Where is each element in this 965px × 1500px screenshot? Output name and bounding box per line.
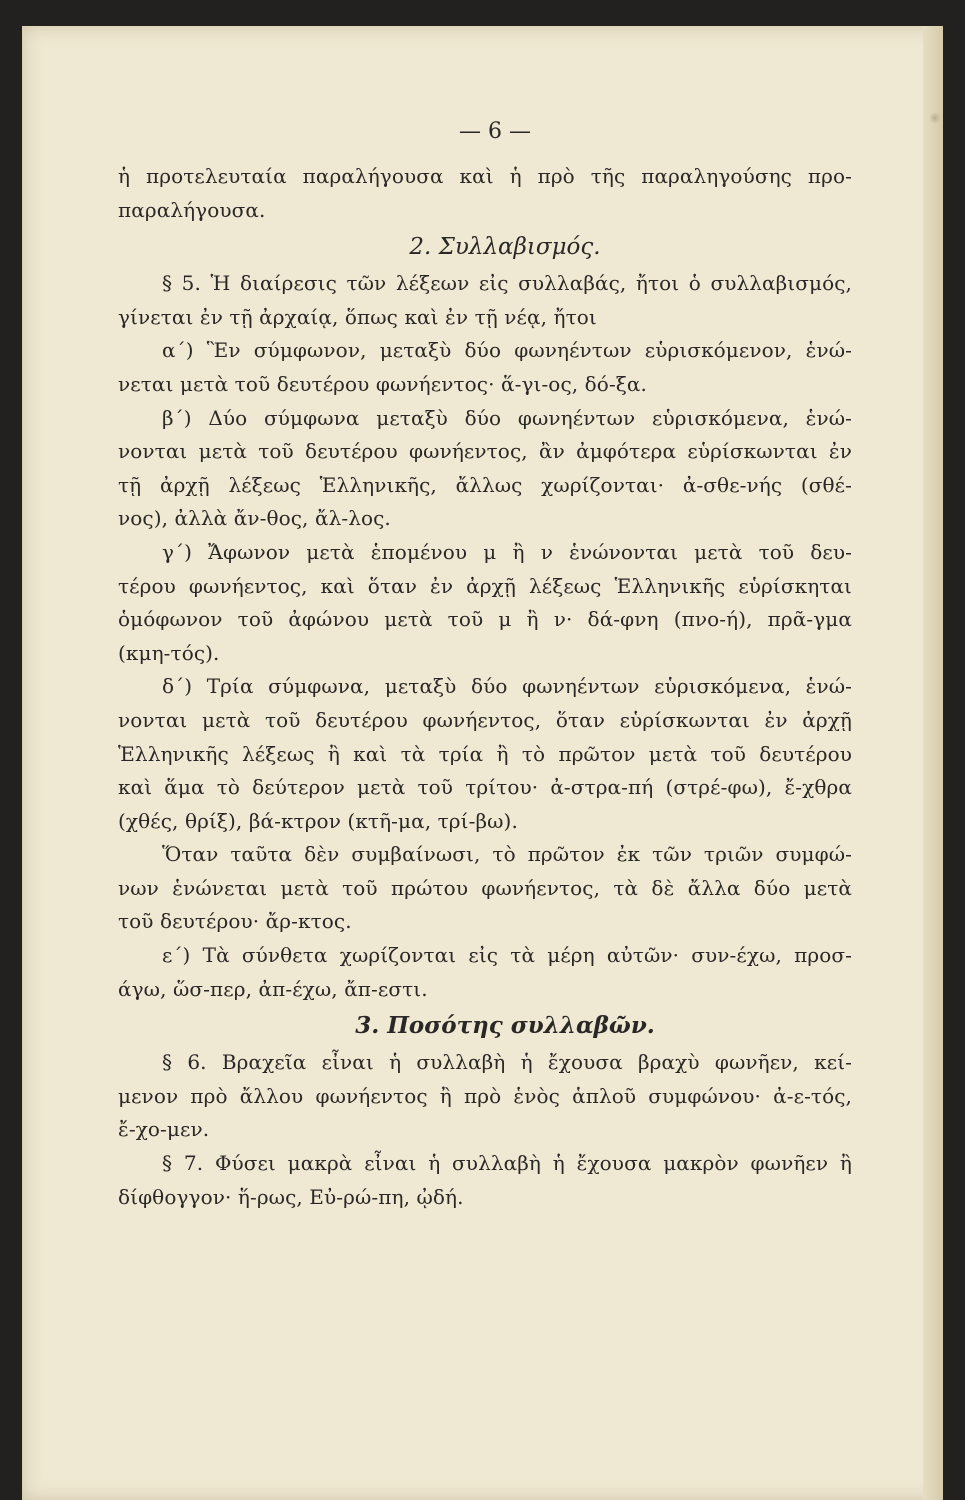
paragraph-first-line: § 6. Βραχεῖα εἶναι ἡ συλλαβὴ ἡ ἔχουσα βραχὺ φωνῆεν, κεί- [162,1050,852,1075]
paragraph-first-line: δ΄) Τρία σύμφωνα, μεταξὺ δύο φωνηέντων εὑρισκόμενα, ἑνώ- [162,674,852,699]
text-line: (κμη-τός). [118,640,220,665]
page-content [118,112,852,1214]
text-line: καὶ ἅμα τὸ δεύτερον μετὰ τοῦ τρίτου· ἀ-στρα-πή (στρέ-φω), ἔ-χθρα [118,775,852,800]
text-line: δίφθογγον· ἥ-ρως, Εὐ-ρώ-πη, ᾠδή. [118,1184,464,1209]
text-line: τῇ ἀρχῇ λέξεως Ἑλληνικῆς, ἄλλως χωρίζονται· ἀ-σθε-νής (σθέ- [118,472,852,497]
text-body [118,160,852,1214]
text-line: μενον πρὸ ἄλλου φωνήεντος ἢ πρὸ ἑνὸς ἁπλοῦ συμφώνου· ἀ-ε-τός, [118,1083,852,1108]
page-number: — 6 — [459,119,531,144]
paragraph-first-line: α΄) Ἓν σύμφωνον, μεταξὺ δύο φωνηέντων εὑρισκόμενον, ἑνώ- [162,338,852,363]
text-line: τοῦ δευτέρου· ἄρ-κτος. [118,909,352,934]
text-line: τέρου φωνήεντος, καὶ ὅταν ἐν ἀρχῇ λέξεως Ἑλληνικῆς εὑρίσκηται [118,573,852,598]
paragraph-first-line: § 7. Φύσει μακρὰ εἶναι ἡ συλλαβὴ ἡ ἔχουσα μακρὸν φωνῆεν ἢ [162,1151,852,1176]
text-line: ὁμόφωνον τοῦ ἀφώνου μετὰ τοῦ μ ἢ ν· δά-φνη (πνο-ή), πρᾶ-γμα [118,607,852,632]
text-line: ἔ-χο-μεν. [118,1117,210,1142]
section-heading: 3. Ποσότης συλλαβῶν. [355,1012,655,1040]
text-line: άγω, ὥσ-περ, ἀπ-έχω, ἄπ-εστι. [118,976,428,1001]
section-heading: 2. Συλλαβισμός. [409,234,601,261]
paper-spot [929,112,941,124]
text-line: γίνεται ἐν τῇ ἀρχαίᾳ, ὅπως καὶ ἐν τῇ νέᾳ, ἤτοι [118,304,597,329]
paragraph-first-line: § 5. Ἡ διαίρεσις τῶν λέξεων εἰς συλλαβάς, ἤτοι ὁ συλλαβισμός, [162,271,852,296]
text-line: ἡ προτελευταία παραλήγουσα καὶ ἡ πρὸ τῆς παραληγούσης προ- [118,164,852,188]
paragraph-first-line: β΄) Δύο σύμφωνα μεταξὺ δύο φωνηέντων εὑρισκόμενα, ἑνώ- [162,405,852,430]
text-line: νος), ἀλλὰ ἄν-θος, ἄλ-λος. [118,506,391,531]
text-line: νονται μετὰ τοῦ δευτέρου φωνήεντος, ὅταν εὑρίσκωνται ἐν ἀρχῇ [118,707,852,732]
paragraph-first-line: Ὅταν ταῦτα δὲν συμβαίνωσι, τὸ πρῶτον ἐκ τῶν τριῶν συμφώ- [162,842,852,867]
text-line: νων ἑνώνεται μετὰ τοῦ πρώτου φωνήεντος, τὰ δὲ ἄλλα δύο μετὰ [118,875,852,900]
text-line: Ἑλληνικῆς λέξεως ἢ καὶ τὰ τρία ἢ τὸ πρῶτον μετὰ τοῦ δευτέρου [118,741,852,766]
text-line: (χθές, θρίξ), βά-κτρον (κτῆ-μα, τρί-βω). [118,808,518,833]
text-line: νεται μετὰ τοῦ δευτέρου φωνήεντος· ἅ-γι-ος, δό-ξα. [118,371,647,396]
page-gutter [923,26,943,1500]
paragraph-first-line: γ΄) Ἄφωνον μετὰ ἑπομένου μ ἢ ν ἑνώνονται μετὰ τοῦ δευ- [162,539,852,564]
text-line: παραλήγουσα. [118,197,266,222]
paragraph-first-line: ε΄) Τὰ σύνθετα χωρίζονται εἰς τὰ μέρη αὐτῶν· συν-έχω, προσ- [162,943,852,968]
text-line: νονται μετὰ τοῦ δευτέρου φωνήεντος, ἂν ἀμφότερα εὑρίσκωνται ἐν [118,439,852,464]
